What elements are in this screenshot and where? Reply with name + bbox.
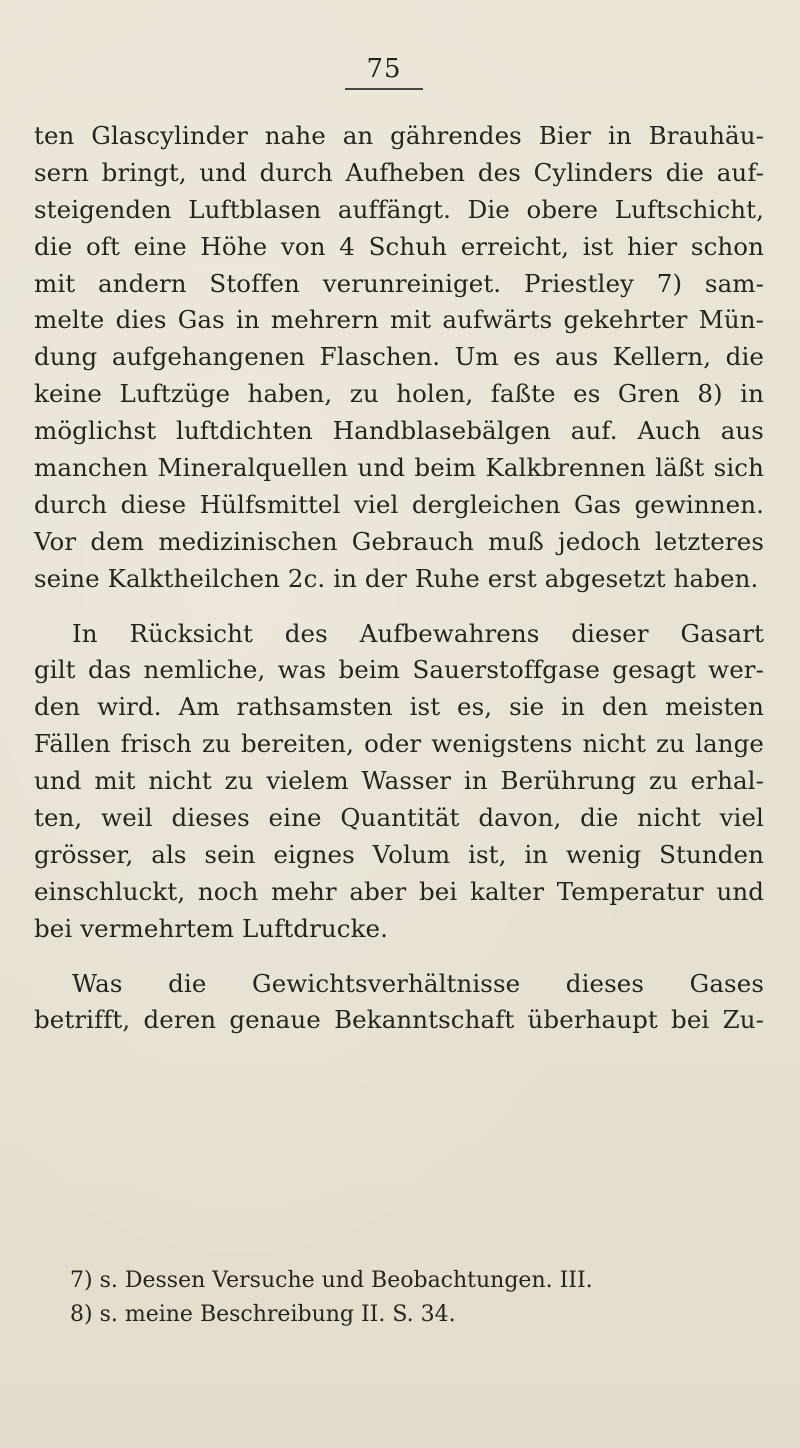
text-line: manchen Mineralquellen und beim Kalkbrennen läßt sich (34, 453, 764, 483)
text-line: möglichst luftdichten Handblasebälgen auf. Auch aus (34, 416, 764, 446)
text-line: dung aufgehangenen Flaschen. Um es aus Kellern, die (34, 342, 764, 372)
paragraph-2 (34, 616, 764, 948)
text-line: Vor dem medizinischen Gebrauch muß jedoch letzteres (34, 526, 764, 556)
text-line: ten, weil dieses eine Quantität davon, die nicht viel (34, 803, 764, 833)
text-line: In Rücksicht des Aufbewahrens dieser Gasart (72, 618, 764, 648)
text-line: gilt das nemliche, was beim Sauerstoffgase gesagt wer- (34, 655, 764, 685)
text-line: den wird. Am rathsamsten ist es, sie in den meisten (34, 692, 764, 722)
paragraph-3 (34, 966, 764, 1040)
text-line: sern bringt, und durch Aufheben des Cylinders die auf- (34, 157, 764, 187)
page-number-underline (345, 88, 423, 90)
body-text (34, 118, 764, 1039)
footnote-7: 7) s. Dessen Versuche und Beobachtungen. III. (70, 1268, 593, 1293)
text-line: die oft eine Höhe von 4 Schuh erreicht, ist hier schon (34, 231, 764, 261)
paragraph-spacer (34, 598, 764, 616)
text-line: betrifft, deren genaue Bekanntschaft überhaupt bei Zu- (34, 1005, 764, 1035)
text-line: Was die Gewichtsverhältnisse dieses Gases (72, 968, 764, 998)
text-line: einschluckt, noch mehr aber bei kalter Temperatur und (34, 876, 764, 906)
text-line: keine Luftzüge haben, zu holen, faßte es Gren 8) in (34, 379, 764, 409)
text-line: bei vermehrtem Luftdrucke. (34, 913, 389, 943)
text-line: grösser, als sein eignes Volum ist, in wenig Stunden (34, 839, 764, 869)
text-line: seine Kalktheilchen 2c. in der Ruhe erst abgesetzt haben. (34, 563, 759, 593)
footnotes (70, 1264, 730, 1332)
page-number: 75 (366, 54, 402, 84)
text-line: mit andern Stoffen verunreiniget. Priestley 7) sam- (34, 268, 764, 298)
text-line: Fällen frisch zu bereiten, oder wenigstens nicht zu lange (34, 729, 764, 759)
text-line: steigenden Luftblasen auffängt. Die obere Luftschicht, (34, 194, 764, 224)
text-line: ten Glascylinder nahe an gährendes Bier in Brauhäu- (34, 121, 764, 150)
paragraph-1 (34, 118, 764, 598)
text-line: und mit nicht zu vielem Wasser in Berührung zu erhal- (34, 766, 764, 796)
text-line: melte dies Gas in mehrern mit aufwärts gekehrter Mün- (34, 305, 764, 335)
footnote-8: 8) s. meine Beschreibung II. S. 34. (70, 1302, 456, 1327)
paragraph-spacer (34, 948, 764, 966)
text-line: durch diese Hülfsmittel viel dergleichen Gas gewinnen. (34, 489, 764, 519)
